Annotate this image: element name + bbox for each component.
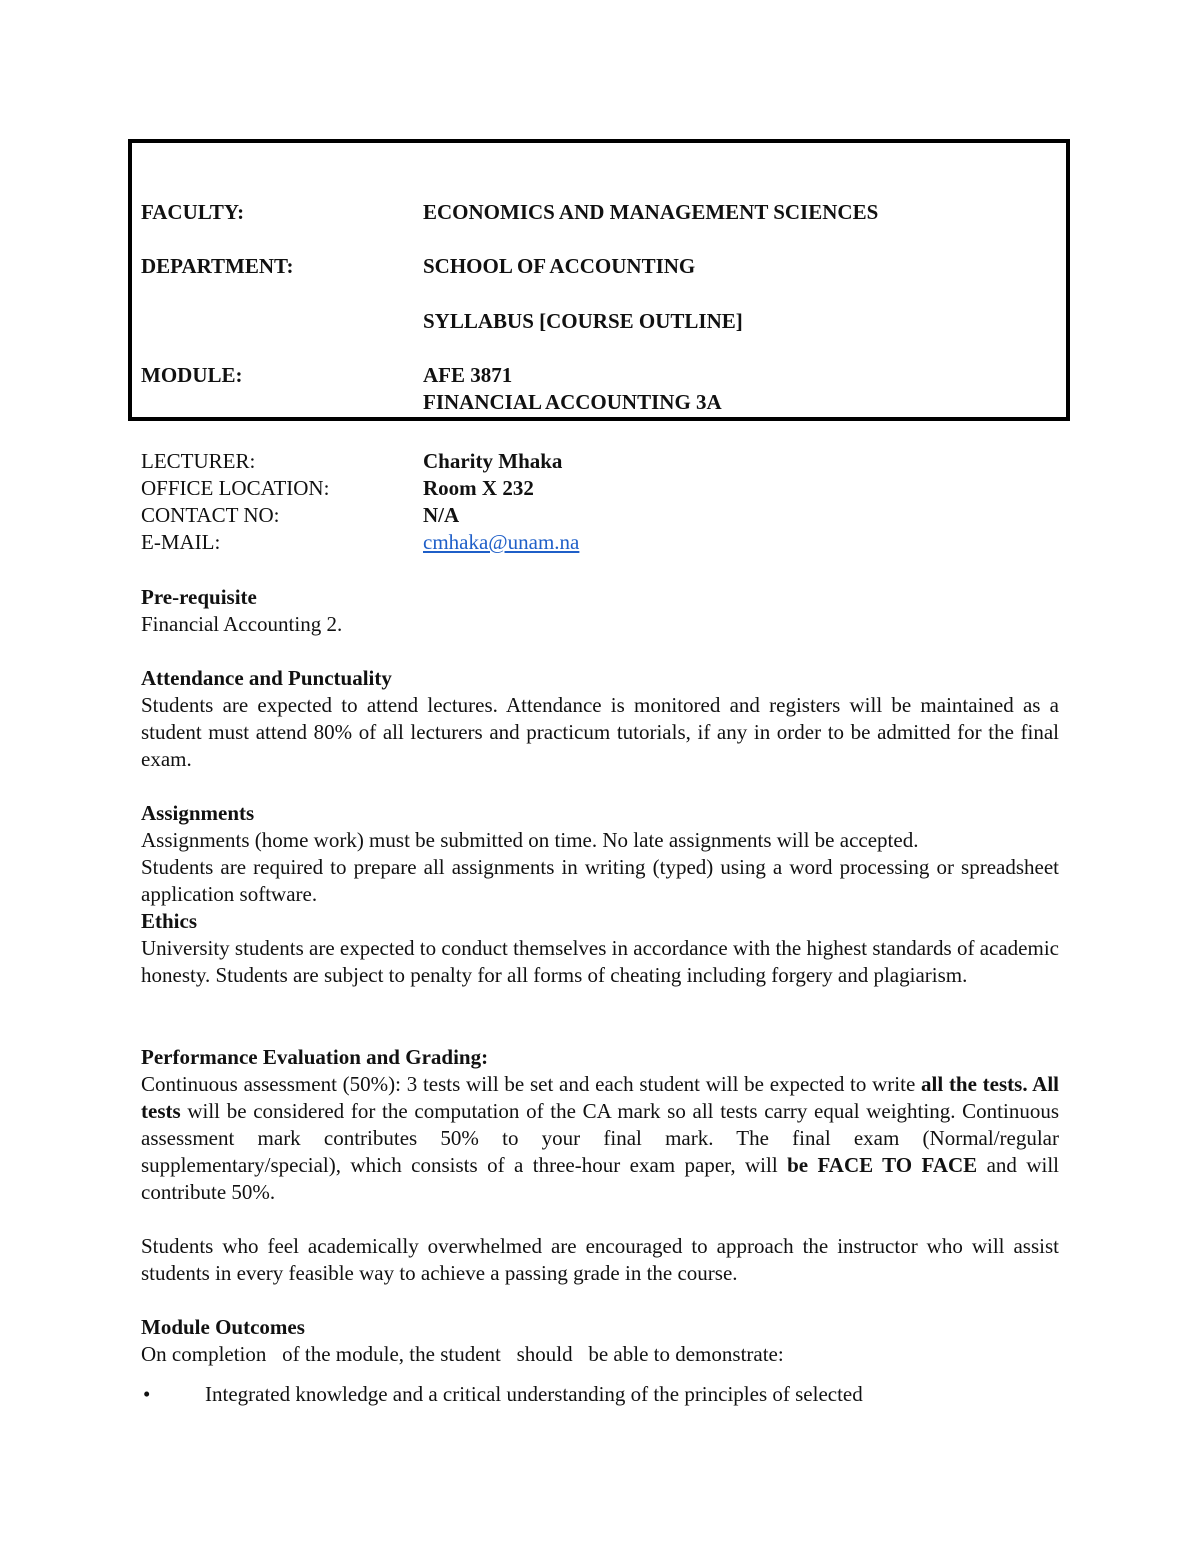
faculty-value: ECONOMICS AND MANAGEMENT SCIENCES bbox=[423, 200, 879, 224]
assignments-text: Students are required to prepare all assignments in writing (typed) using a word processing or spreadsheet application software. bbox=[141, 855, 1059, 906]
prerequisite-title: Pre-requisite bbox=[141, 585, 257, 609]
grading-text-e: and will contribute 50%. bbox=[141, 1153, 1059, 1204]
outcomes-title: Module Outcomes bbox=[141, 1315, 305, 1339]
phone-label: CONTACT NO: bbox=[141, 503, 280, 527]
email-link[interactable]: cmhaka@unam.na bbox=[423, 530, 580, 554]
assignments-title: Assignments bbox=[141, 801, 255, 825]
attendance-text: Students are expected to attend lectures. Attendance is monitored and registers will be maintained as a student must attend 80% of all lecturers and practicum tutorials, if any in order to be admitted for the final exam. bbox=[141, 693, 1059, 771]
header-box bbox=[128, 139, 1070, 421]
grading-bold-d: be FACE TO FACE bbox=[787, 1153, 978, 1177]
prerequisite-text: Financial Accounting 2. bbox=[141, 612, 343, 636]
outcome-item: Integrated knowledge and a critical understanding of the principles of selected bbox=[205, 1382, 863, 1406]
attendance-title: Attendance and Punctuality bbox=[141, 666, 392, 690]
grading-paragraph bbox=[141, 1071, 1059, 1206]
grading-text-a: Continuous assessment (50%): 3 tests will be set and each student will be expected to write bbox=[141, 1072, 922, 1096]
grading-bold-b: all the tests. All tests bbox=[141, 1072, 1059, 1123]
grading-title: Performance Evaluation and Grading: bbox=[141, 1045, 489, 1069]
department-label: DEPARTMENT: bbox=[141, 254, 294, 278]
phone-value: N/A bbox=[423, 503, 460, 527]
module-code: AFE 3871 bbox=[423, 363, 513, 387]
grading-text-c: will be considered for the computation of the CA mark so all tests carry equal weighting. Continuous assessment mark contributes 50% to your final mark. The final exam (Normal/regular supplementary/special), which consists of a three-hour exam paper, will bbox=[141, 1099, 1059, 1177]
department-value: SCHOOL OF ACCOUNTING bbox=[423, 254, 696, 278]
grading-support-text: Students who feel academically overwhelmed are encouraged to approach the instructor who will assist students in every feasible way to achieve a passing grade in the course. bbox=[141, 1234, 1059, 1285]
bullet-icon: • bbox=[143, 1382, 151, 1406]
email-field bbox=[423, 529, 579, 556]
office-label: OFFICE LOCATION: bbox=[141, 476, 330, 500]
outcomes-intro: On completion of the module, the student should be able to demonstrate: bbox=[141, 1342, 784, 1366]
ethics-text: University students are expected to conduct themselves in accordance with the highest standards of academic honesty. Students are subject to penalty for all forms of cheating including forgery and plagiarism. bbox=[141, 936, 1059, 987]
assignments-line1: Assignments (home work) must be submitted on time. No late assignments will be accepted. bbox=[141, 828, 919, 852]
syllabus-title: SYLLABUS [COURSE OUTLINE] bbox=[423, 309, 743, 333]
lecturer-value: Charity Mhaka bbox=[423, 449, 563, 473]
module-label: MODULE: bbox=[141, 363, 243, 387]
office-value: Room X 232 bbox=[423, 476, 534, 500]
faculty-label: FACULTY: bbox=[141, 200, 245, 224]
email-label: E-MAIL: bbox=[141, 530, 221, 554]
lecturer-label: LECTURER: bbox=[141, 449, 256, 473]
module-name: FINANCIAL ACCOUNTING 3A bbox=[423, 390, 722, 414]
ethics-title: Ethics bbox=[141, 909, 198, 933]
